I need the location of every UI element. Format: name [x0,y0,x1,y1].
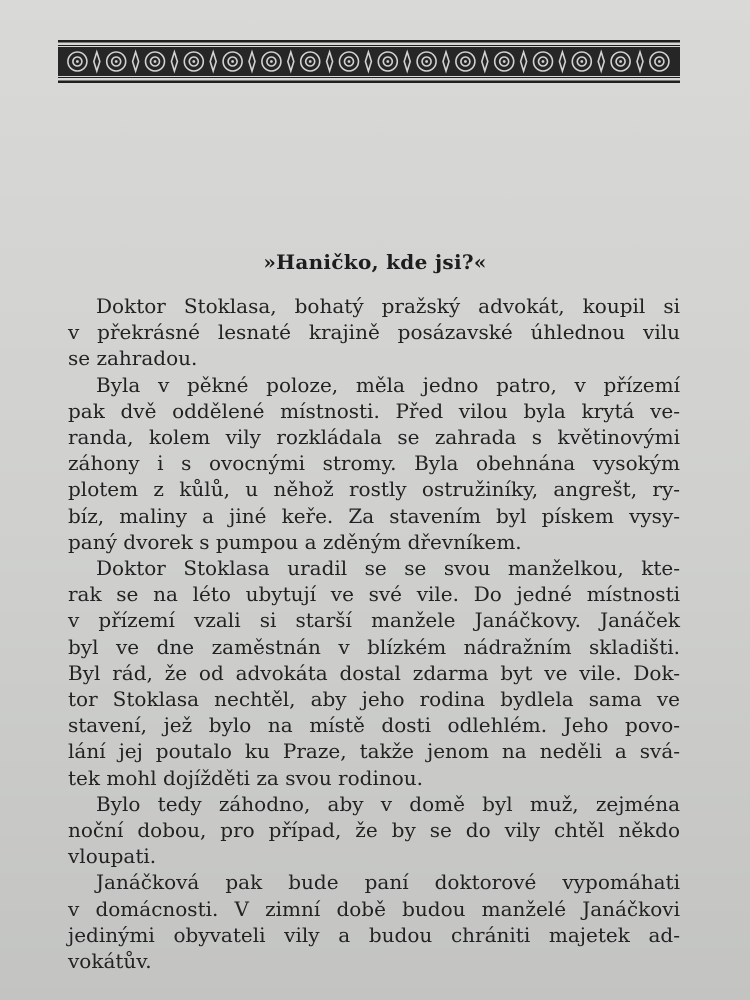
text-line: pak dvě oddělené místnosti. Před vilou byla krytá ve- [68,398,680,423]
text-line: randa, kolem vily rozkládala se zahrada s květinovými [68,425,680,450]
paragraph [68,791,680,870]
text-line: Doktor Stoklasa, bohatý pražský advokát, koupil si [96,294,680,318]
text-line: jedinými obyvateli vily a budou chrániti majetek ad- [68,922,680,947]
text-line: lání jej poutalo ku Praze, takže jenom na neděli a svá- [68,739,680,764]
text-line: byl ve dne zaměstnán v blízkém nádražním skladišti. [68,634,680,659]
text-line: vokátův. [68,949,152,974]
text-line: noční dobou, pro případ, že by se do vily chtěl někdo [68,818,680,843]
text-line: v domácnosti. V zimní době budou manželé Janáčkovi [68,896,680,921]
text-line: Bylo tedy záhodno, aby v domě byl muž, zejména [96,791,680,816]
text-line: se zahradou. [68,346,198,371]
text-line: tor Stoklasa nechtěl, aby jeho rodina bydlela sama ve [68,687,680,712]
text-line: tek mohl dojížděti za svou rodinou. [68,765,424,790]
chapter-title: »Haničko, kde jsi?« [263,250,487,274]
paragraph [68,372,680,555]
ornamental-header-border [58,40,680,84]
text-line: vloupati. [68,844,157,869]
text-line: Janáčková pak bude paní doktorové vypomáhati [96,870,680,895]
text-line: Byla v pěkné poloze, měla jedno patro, v přízemí [96,372,680,397]
text-line: záhony i s ovocnými stromy. Byla obehnána vysokým [68,451,680,476]
text-line: Byl rád, že od advokáta dostal zdarma byt ve vile. Dok- [68,660,680,685]
text-line: v přízemí vzali si starší manžele Janáčkovy. Janáček [68,608,680,633]
paragraph [68,869,680,974]
paragraph [68,555,680,791]
paragraph [68,293,680,372]
text-line: Doktor Stoklasa uradil se se svou manželkou, kte- [96,556,680,581]
text-line: v překrásné lesnaté krajině posázavské úhlednou vilu [68,320,680,345]
text-line: bíz, maliny a jiné keře. Za stavením byl pískem vysy- [68,503,680,528]
text-line: stavení, jež bylo na místě dosti odlehlém. Jeho povo- [68,713,680,738]
text-line: plotem z kůlů, u něhož rostly ostružiníky, angrešt, ry- [68,477,680,502]
text-line: paný dvorek s pumpou a zděným dřevníkem. [68,529,522,554]
text-line: rak se na léto ubytují ve své vile. Do jedné místnosti [68,582,680,607]
chapter-body-text [68,293,680,974]
